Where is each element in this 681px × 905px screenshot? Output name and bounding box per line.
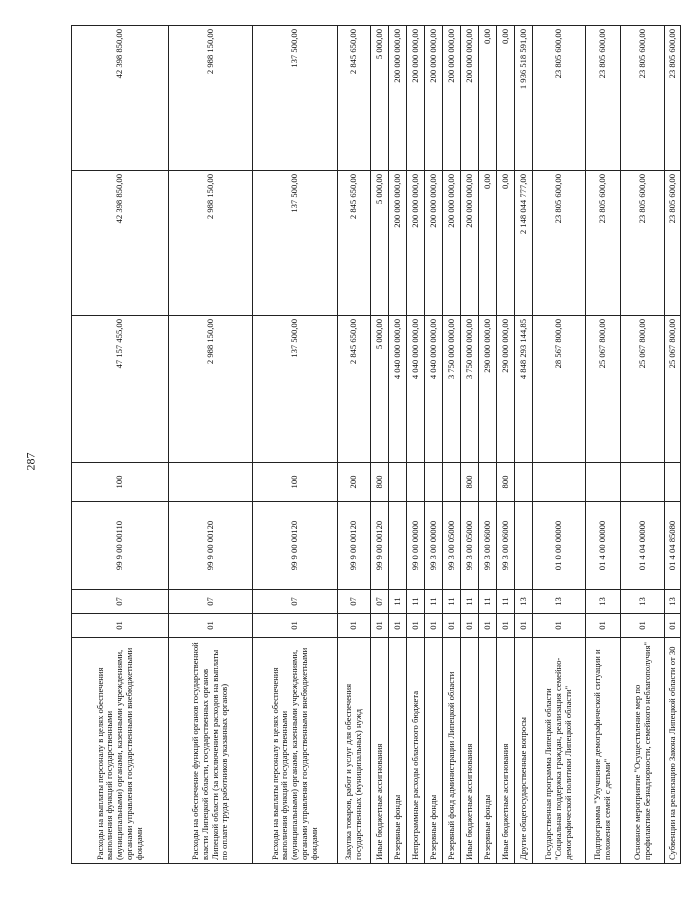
row-value-3: 0,00: [497, 26, 515, 171]
row-csr: 99 9 00 00120: [253, 502, 338, 590]
row-rz: 01: [253, 614, 338, 638]
row-value-1: 4 040 000 000,00: [389, 316, 407, 463]
table-row: [586, 26, 621, 864]
row-rz: 01: [389, 614, 407, 638]
row-pr: 11: [389, 590, 407, 614]
row-pr: 11: [443, 590, 461, 614]
row-value-3: 200 000 000,00: [389, 26, 407, 171]
row-value-3: 200 000 000,00: [425, 26, 443, 171]
row-vr: [621, 463, 665, 502]
row-value-1: 25 067 800,00: [586, 316, 621, 463]
row-pr: 11: [461, 590, 479, 614]
row-value-1: 4 040 000 000,00: [407, 316, 425, 463]
row-name: Резервные фонды: [479, 638, 497, 864]
row-value-1: 137 500,00: [253, 316, 338, 463]
row-value-1: 25 067 800,00: [621, 316, 665, 463]
row-pr: 13: [586, 590, 621, 614]
row-rz: 01: [371, 614, 389, 638]
row-value-2: 200 000 000,00: [407, 171, 425, 316]
row-value-2: 0,00: [479, 171, 497, 316]
row-value-3: 2 988 150,00: [169, 26, 253, 171]
table-row: [515, 26, 533, 864]
row-value-3: 0,00: [479, 26, 497, 171]
table-row: [169, 26, 253, 864]
row-value-1: 3 750 000 000,00: [443, 316, 461, 463]
row-vr: [407, 463, 425, 502]
row-value-1: 290 000 000,00: [497, 316, 515, 463]
row-vr: [425, 463, 443, 502]
row-value-1: 2 988 150,00: [169, 316, 253, 463]
row-name: Непрограммные расходы областного бюджета: [407, 638, 425, 864]
row-rz: 01: [479, 614, 497, 638]
row-rz: 01: [407, 614, 425, 638]
table-row: [389, 26, 407, 864]
row-value-3: 23 805 600,00: [533, 26, 586, 171]
row-csr: 01 4 04 00000: [621, 502, 665, 590]
budget-table: [71, 25, 681, 864]
row-value-2: 200 000 000,00: [425, 171, 443, 316]
row-value-3: 200 000 000,00: [407, 26, 425, 171]
table-row: [665, 26, 681, 864]
table-row: [621, 26, 665, 864]
row-vr: [443, 463, 461, 502]
row-csr: 99 3 00 00000: [425, 502, 443, 590]
row-pr: 11: [425, 590, 443, 614]
row-name: Расходы на выплаты персоналу в целях обеспечения выполнения функций государственными (муниципальными) органами, казенными учреждениями, органами управления государственными внебюджетными фондами: [72, 638, 169, 864]
table-row: [338, 26, 371, 864]
row-vr: 200: [338, 463, 371, 502]
row-pr: 07: [72, 590, 169, 614]
row-value-3: 23 805 600,00: [586, 26, 621, 171]
row-csr: [389, 502, 407, 590]
page-number: 287: [23, 452, 38, 471]
table-row: [253, 26, 338, 864]
row-pr: 13: [515, 590, 533, 614]
row-value-1: 28 567 800,00: [533, 316, 586, 463]
row-vr: [169, 463, 253, 502]
row-name: Расходы на обеспечение функций органов государственной власти Липецкой области, государственных органов Липецкой области (за исключением расходов на выплаты по оплате труда работников указанных органов): [169, 638, 253, 864]
row-value-1: 2 845 650,00: [338, 316, 371, 463]
row-name: Государственная программа Липецкой области "Социальная поддержка граждан, реализация семейно-демографической политики Липецкой области": [533, 638, 586, 864]
row-value-2: 200 000 000,00: [443, 171, 461, 316]
row-csr: 99 9 00 00120: [371, 502, 389, 590]
row-value-3: 200 000 000,00: [443, 26, 461, 171]
row-rz: 01: [425, 614, 443, 638]
row-vr: [533, 463, 586, 502]
row-pr: 13: [533, 590, 586, 614]
row-csr: 99 3 00 05000: [443, 502, 461, 590]
table-row: [461, 26, 479, 864]
row-value-2: 5 000,00: [371, 171, 389, 316]
row-value-2: 23 805 600,00: [586, 171, 621, 316]
row-pr: 11: [407, 590, 425, 614]
row-csr: 99 3 00 06000: [497, 502, 515, 590]
row-pr: 11: [479, 590, 497, 614]
row-csr: 99 3 00 05000: [461, 502, 479, 590]
row-vr: 100: [253, 463, 338, 502]
row-vr: [665, 463, 681, 502]
row-name: Субвенции на реализацию Закона Липецкой области от 30: [665, 638, 681, 864]
row-csr: 99 9 00 00110: [72, 502, 169, 590]
row-value-3: 200 000 000,00: [461, 26, 479, 171]
row-value-2: 137 500,00: [253, 171, 338, 316]
row-pr: 07: [338, 590, 371, 614]
row-name: Иные бюджетные ассигнования: [497, 638, 515, 864]
row-pr: 07: [371, 590, 389, 614]
row-value-2: 23 805 600,00: [621, 171, 665, 316]
row-value-3: 1 936 518 591,00: [515, 26, 533, 171]
row-name: Основное мероприятие "Осуществление мер по профилактике безнадзорности, семейного неблагополучия": [621, 638, 665, 864]
row-vr: [515, 463, 533, 502]
row-rz: 01: [515, 614, 533, 638]
row-vr: 800: [371, 463, 389, 502]
row-name: Резервный фонд администрации Липецкой области: [443, 638, 461, 864]
row-name: Резервные фонды: [425, 638, 443, 864]
row-rz: 01: [72, 614, 169, 638]
row-name: Иные бюджетные ассигнования: [461, 638, 479, 864]
row-value-3: 2 845 650,00: [338, 26, 371, 171]
row-value-2: 200 000 000,00: [389, 171, 407, 316]
row-value-3: 42 398 850,00: [72, 26, 169, 171]
row-vr: [479, 463, 497, 502]
row-value-1: 4 848 293 144,85: [515, 316, 533, 463]
row-value-2: 23 805 600,00: [665, 171, 681, 316]
row-value-2: 2 148 044 777,00: [515, 171, 533, 316]
row-name: Резервные фонды: [389, 638, 407, 864]
row-value-3: 5 000,00: [371, 26, 389, 171]
row-vr: [389, 463, 407, 502]
rotated-table-wrapper: [71, 26, 681, 864]
row-name: Расходы на выплаты персоналу в целях обеспечения выполнения функций государственными (муниципальными) органами, казенными учреждениями, органами управления государственными внебюджетными фондами: [253, 638, 338, 864]
row-pr: 07: [253, 590, 338, 614]
row-csr: 99 9 00 00120: [169, 502, 253, 590]
row-vr: 800: [497, 463, 515, 502]
row-name: Иные бюджетные ассигнования: [371, 638, 389, 864]
table-row: [425, 26, 443, 864]
table-row: [533, 26, 586, 864]
row-csr: 99 9 00 00120: [338, 502, 371, 590]
row-csr: [515, 502, 533, 590]
row-value-2: 42 398 850,00: [72, 171, 169, 316]
row-value-1: 25 067 800,00: [665, 316, 681, 463]
row-csr: 01 4 00 00000: [586, 502, 621, 590]
table-row: [371, 26, 389, 864]
row-csr: 99 3 00 06000: [479, 502, 497, 590]
row-rz: 01: [621, 614, 665, 638]
row-name: Другие общегосударственные вопросы: [515, 638, 533, 864]
row-value-1: 3 750 000 000,00: [461, 316, 479, 463]
row-rz: 01: [586, 614, 621, 638]
row-value-2: 0,00: [497, 171, 515, 316]
row-value-2: 200 000 000,00: [461, 171, 479, 316]
row-csr: 01 4 04 85080: [665, 502, 681, 590]
table-row: [72, 26, 169, 864]
row-rz: 01: [665, 614, 681, 638]
row-rz: 01: [338, 614, 371, 638]
row-rz: 01: [169, 614, 253, 638]
row-vr: 800: [461, 463, 479, 502]
row-vr: [586, 463, 621, 502]
row-name: Закупка товаров, работ и услуг для обеспечения государственных (муниципальных) нужд: [338, 638, 371, 864]
row-value-3: 23 805 600,00: [665, 26, 681, 171]
row-value-3: 23 805 600,00: [621, 26, 665, 171]
row-rz: 01: [533, 614, 586, 638]
row-value-2: 2 845 650,00: [338, 171, 371, 316]
row-name: Подпрограмма "Улучшение демографической ситуации и положения семей с детьми": [586, 638, 621, 864]
row-vr: 100: [72, 463, 169, 502]
row-rz: 01: [497, 614, 515, 638]
table-row: [443, 26, 461, 864]
row-value-2: 2 988 150,00: [169, 171, 253, 316]
row-value-3: 137 500,00: [253, 26, 338, 171]
row-rz: 01: [443, 614, 461, 638]
row-csr: 99 0 00 00000: [407, 502, 425, 590]
table-row: [497, 26, 515, 864]
row-rz: 01: [461, 614, 479, 638]
row-pr: 11: [497, 590, 515, 614]
row-value-1: 4 040 000 000,00: [425, 316, 443, 463]
row-pr: 07: [169, 590, 253, 614]
row-value-1: 47 157 455,00: [72, 316, 169, 463]
table-row: [407, 26, 425, 864]
row-value-2: 23 805 600,00: [533, 171, 586, 316]
row-value-1: 5 000,00: [371, 316, 389, 463]
row-csr: 01 0 00 00000: [533, 502, 586, 590]
budget-table-body: [72, 26, 681, 864]
row-value-1: 290 000 000,00: [479, 316, 497, 463]
row-pr: 13: [621, 590, 665, 614]
row-pr: 13: [665, 590, 681, 614]
table-row: [479, 26, 497, 864]
